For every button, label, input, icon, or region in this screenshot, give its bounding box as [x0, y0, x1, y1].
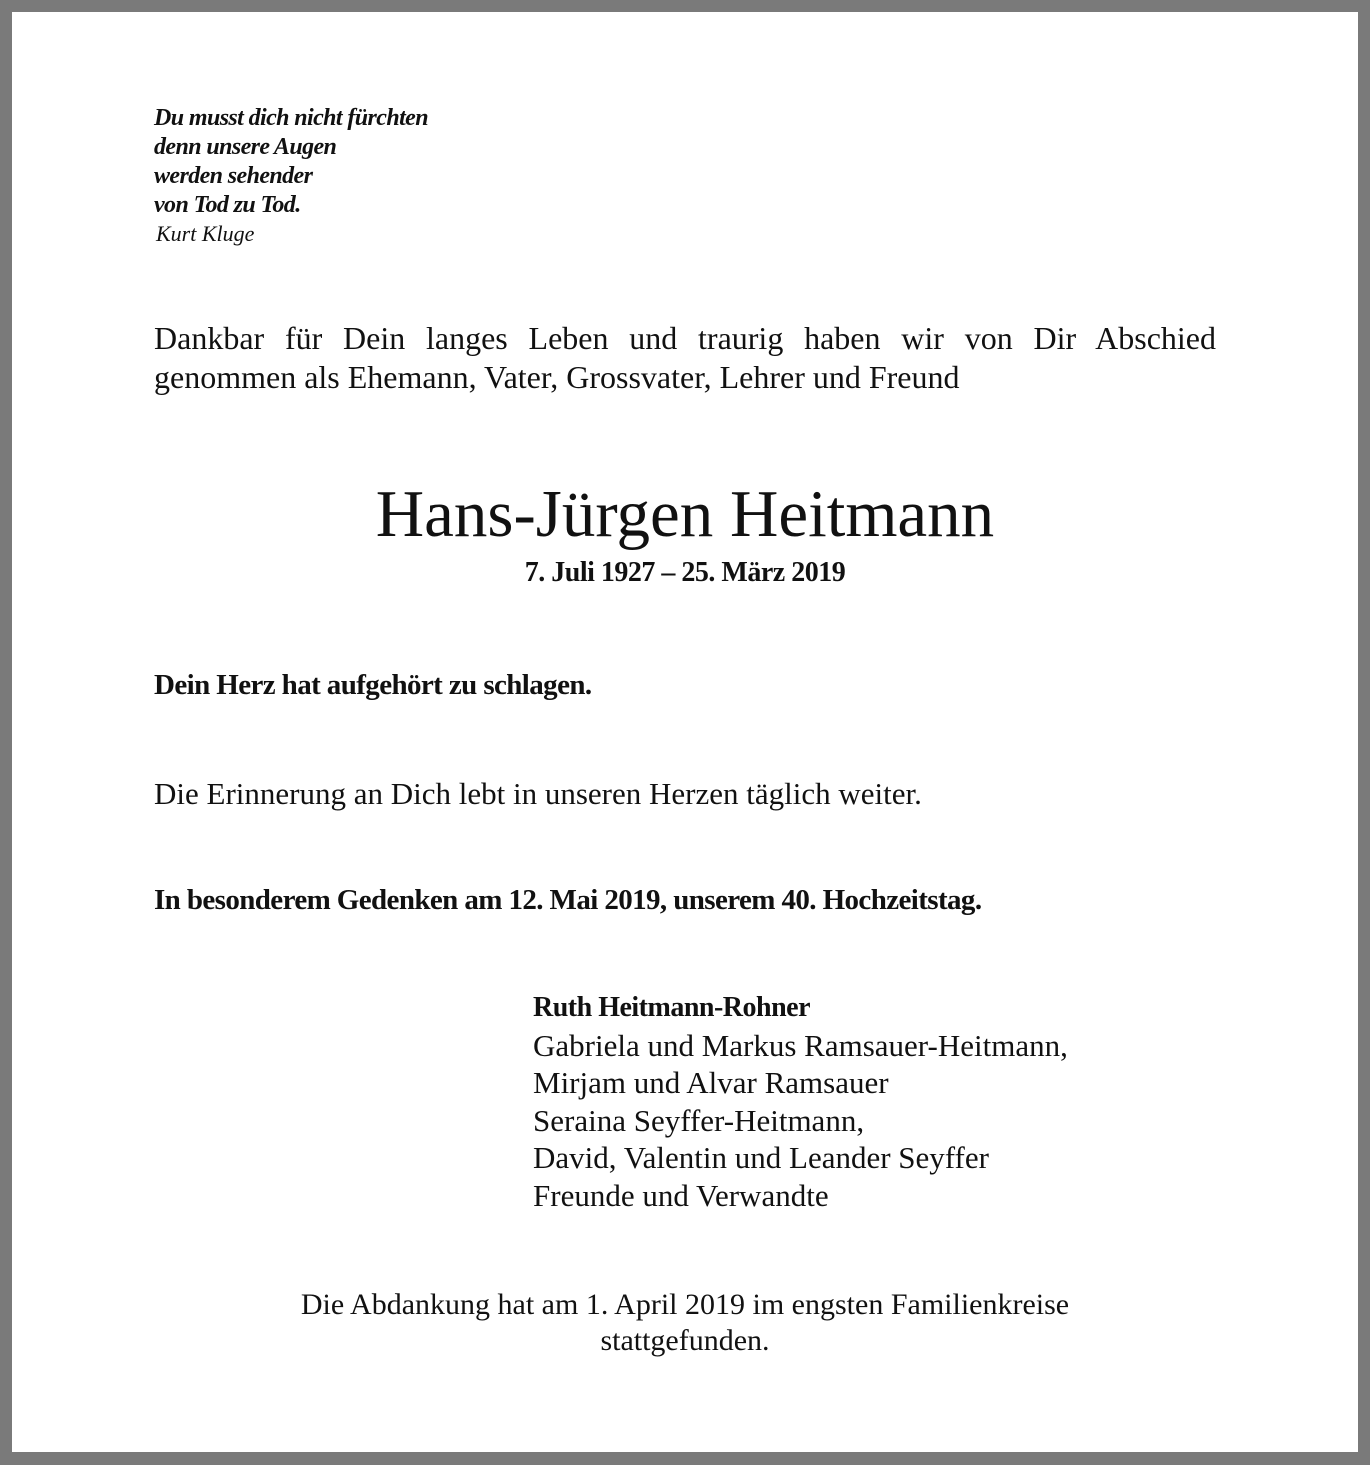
heart-statement: Dein Herz hat aufgehört zu schlagen.	[154, 669, 592, 701]
memory-statement: Die Erinnerung an Dich lebt in unseren Herzen täglich weiter.	[154, 776, 922, 811]
intro-line-1: Dankbar für Dein langes Leben und traurig haben wir von Dir Abschied	[154, 320, 1216, 356]
obituary-page	[12, 12, 1358, 1452]
mourners-list	[533, 989, 1068, 1214]
funeral-notice	[12, 1287, 1358, 1359]
funeral-line-2: stattgefunden.	[600, 1324, 770, 1357]
intro-line-2: genommen als Ehemann, Vater, Grossvater, Lehrer und Freund	[154, 359, 960, 395]
life-dates: 7. Juli 1927 – 25. März 2019	[524, 557, 846, 588]
poem-line: denn unsere Augen	[154, 134, 337, 160]
poem-line: von Tod zu Tod.	[154, 192, 301, 218]
poem-line: werden sehender	[154, 163, 313, 189]
mourner-entry: Seraina Seyffer-Heitmann,	[533, 1102, 865, 1138]
wedding-remembrance: In besonderem Gedenken am 12. Mai 2019, unserem 40. Hochzeitstag.	[154, 884, 982, 916]
mourner-entry: Gabriela und Markus Ramsauer-Heitmann,	[533, 1027, 1068, 1063]
mourner-primary: Ruth Heitmann-Rohner	[533, 992, 811, 1023]
intro-text	[154, 319, 1216, 397]
funeral-line-1: Die Abdankung hat am 1. April 2019 im engsten Familienkreise	[300, 1288, 1070, 1321]
poem-author: Kurt Kluge	[156, 221, 255, 246]
mourner-entry: Mirjam und Alvar Ramsauer	[533, 1065, 889, 1100]
poem-quote	[154, 104, 428, 220]
poem-line: Du musst dich nicht fürchten	[154, 105, 428, 131]
mourner-entry: Freunde und Verwandte	[533, 1177, 829, 1213]
deceased-name: Hans-Jürgen Heitmann	[375, 477, 995, 551]
mourner-entry: David, Valentin und Leander Seyffer	[533, 1140, 989, 1175]
